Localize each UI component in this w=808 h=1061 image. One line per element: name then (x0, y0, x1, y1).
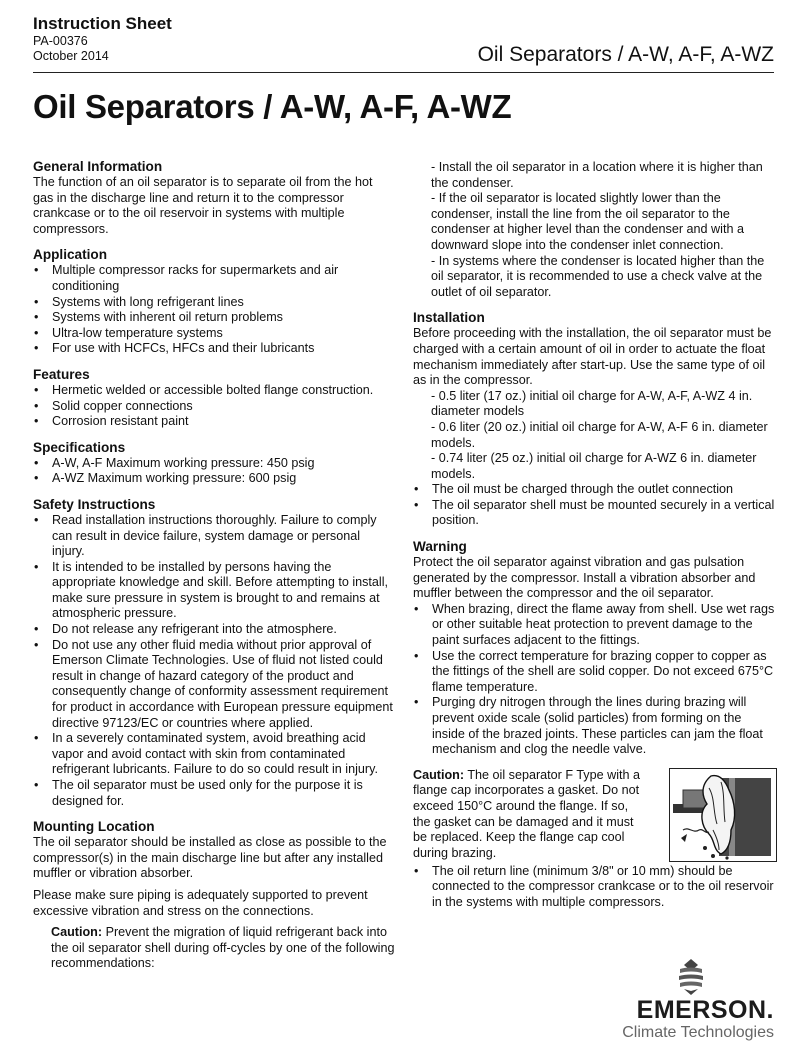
list-item: • Solid copper connections (33, 399, 395, 415)
recommendation-item: - In systems where the condenser is located higher than the oil separator, it is recommended to use a check valve at the outlet of oil separator. (431, 253, 765, 299)
warning-text: Protect the oil separator against vibration and gas pulsation generated by the compressor. Install a vibration absorber and muffler between the compressor and the oil separator. (413, 555, 756, 601)
list-item: • It is intended to be installed by persons having the appropriate knowledge and skill. Before attempting to install, make sure pressure in system is brought to and remains at atmospheric pressure. (33, 560, 395, 622)
list-item: • Hermetic welded or accessible bolted flange construction. (33, 383, 395, 399)
header-product-title: Oil Separators / A-W, A-F, A-WZ (477, 43, 774, 66)
flange-caution (413, 768, 649, 862)
list-item: • Do not use any other fluid media without prior approval of Emerson Climate Technologies. Use of fluid not listed could result in change of hazard category of the product and consequently change of conformity assessment requirement for product in accordance with European pressure equipment directive 97123/EC or countries where applied. (33, 638, 395, 732)
list-item: • For use with HCFCs, HFCs and their lubricants (33, 341, 395, 357)
list-item: • A-W, A-F Maximum working pressure: 450 psig (33, 456, 395, 472)
list-item: • The oil separator shell must be mounted securely in a vertical position. (413, 498, 776, 529)
specifications-section (33, 439, 395, 487)
mounting-recommendations (413, 160, 776, 300)
mounting-para-2: Please make sure piping is adequately supported to prevent excessive vibration and stress on the connections. (33, 887, 368, 918)
general-heading: General Information (33, 159, 163, 174)
list-item: • In a severely contaminated system, avoid breathing acid vapor and avoid contact with skin from contaminated refrigerant lubricants. Failure to do so could result in injury. (33, 731, 395, 778)
list-item: • The oil must be charged through the outlet connection (413, 482, 776, 498)
recommendation-item: - Install the oil separator in a location where it is higher than the condenser. (431, 160, 763, 190)
safety-list (33, 513, 395, 809)
installation-list (413, 482, 776, 529)
list-item: • The oil separator must be used only for the purpose it is designed for. (33, 778, 395, 809)
features-section (33, 366, 395, 430)
page-title: Oil Separators / A-W, A-F, A-WZ (33, 88, 512, 125)
doc-number: PA-00376 (33, 34, 88, 48)
caution-text: The oil separator F Type with a flange cap incorporates a gasket. Do not exceed 150°C around the flange. If so, the gasket can be damaged and it must be replaced. Keep the flange cap cool during brazing. (413, 767, 641, 860)
installation-heading: Installation (413, 310, 485, 326)
list-item: • Do not release any refrigerant into the atmosphere. (33, 622, 395, 638)
caution-label: Caution: (413, 767, 465, 782)
application-section (33, 246, 395, 357)
oil-charge-item: - 0.6 liter (20 oz.) initial oil charge for A-W, A-F 6 in. diameter models. (431, 419, 768, 450)
specifications-list (33, 456, 395, 487)
caution-label: Caution: (51, 925, 103, 940)
list-item: • The oil return line (minimum 3/8" or 10 mm) should be connected to the compressor crankcase or to the oil reservoir in the systems with multiple compressors. (413, 864, 776, 911)
logo-wordmark: EMERSON. (636, 996, 774, 1024)
caution-text: Prevent the migration of liquid refrigerant back into the oil separator shell during off-cycles by one of the following recommendations: (51, 925, 395, 971)
installation-text: Before proceeding with the installation, the oil separator must be charged with a certain amount of oil in order to actuate the float mechanism immediately after start-up. Use the same type of oil as in the compressor. (413, 326, 772, 388)
return-line-list (413, 864, 776, 911)
list-item: • Systems with long refrigerant lines (33, 295, 395, 311)
doc-date: October 2014 (33, 49, 109, 63)
list-item: • Use the correct temperature for brazing copper to copper as the fittings of the shell are solid copper. Do not exceed 675°C flame temperature. (413, 649, 776, 696)
application-list (33, 263, 395, 357)
specifications-heading: Specifications (33, 439, 126, 455)
list-item: • A-WZ Maximum working pressure: 600 psig (33, 471, 395, 487)
flange-caution-box (413, 768, 776, 864)
emerson-logo (600, 958, 780, 1046)
list-item: • Systems with inherent oil return problems (33, 310, 395, 326)
warning-list (413, 602, 776, 758)
mounting-caution (33, 925, 395, 972)
oil-charge-item: - 0.5 liter (17 oz.) initial oil charge for A-W, A-F, A-WZ 4 in. diameter models (431, 388, 753, 419)
doc-type: Instruction Sheet (33, 14, 172, 33)
list-item: • When brazing, direct the flame away from shell. Use wet rags or other suitable heat protection to prevent damage to the paint surfaces adjacent to the fittings. (413, 602, 776, 649)
features-list (33, 383, 395, 430)
document-header (33, 14, 172, 64)
list-item: • Multiple compressor racks for supermarkets and air conditioning (33, 263, 395, 294)
emerson-mark-icon (676, 958, 706, 996)
installation-section (413, 309, 776, 529)
mounting-para-1: The oil separator should be installed as close as possible to the compressor(s) in the main discharge line but after any installed muffler or vibration absorber. (33, 835, 387, 881)
general-section (33, 158, 395, 237)
mounting-heading: Mounting Location (33, 819, 155, 835)
mounting-section (33, 818, 395, 972)
list-item: • Ultra-low temperature systems (33, 326, 395, 342)
warning-section (413, 538, 776, 911)
recommendation-item: - If the oil separator is located slightly lower than the condenser, install the line from the oil separator to the condenser at higher level than the condenser and with a downward slope into the condenser inlet connection. (431, 191, 744, 252)
safety-heading: Safety Instructions (33, 496, 156, 512)
general-text: The function of an oil separator is to separate oil from the hot gas in the discharge line and return it to the compressor crankcase or to the oil reservoir in systems with multiple compressors. (33, 175, 373, 236)
warning-heading: Warning (413, 539, 467, 555)
left-column (33, 158, 395, 972)
oil-charge-list (413, 389, 776, 483)
oil-charge-item: - 0.74 liter (25 oz.) initial oil charge for A-WZ 6 in. diameter models. (431, 451, 757, 481)
right-column (413, 160, 776, 920)
wet-rag-flange-illustration (669, 768, 777, 862)
list-item: • Purging dry nitrogen through the lines during brazing will prevent oxide scale (solid particles) from forming on the inside of the brazed joints. These particles can jam the float mechanism and clog the needle valve. (413, 695, 776, 757)
safety-section (33, 496, 395, 809)
features-heading: Features (33, 366, 90, 382)
list-item: • Read installation instructions thoroughly. Failure to comply can result in device failure, system damage or personal injury. (33, 513, 395, 560)
header-divider (33, 72, 774, 73)
application-heading: Application (33, 247, 108, 263)
logo-subtitle: Climate Technologies (622, 1024, 774, 1041)
list-item: • Corrosion resistant paint (33, 414, 395, 430)
